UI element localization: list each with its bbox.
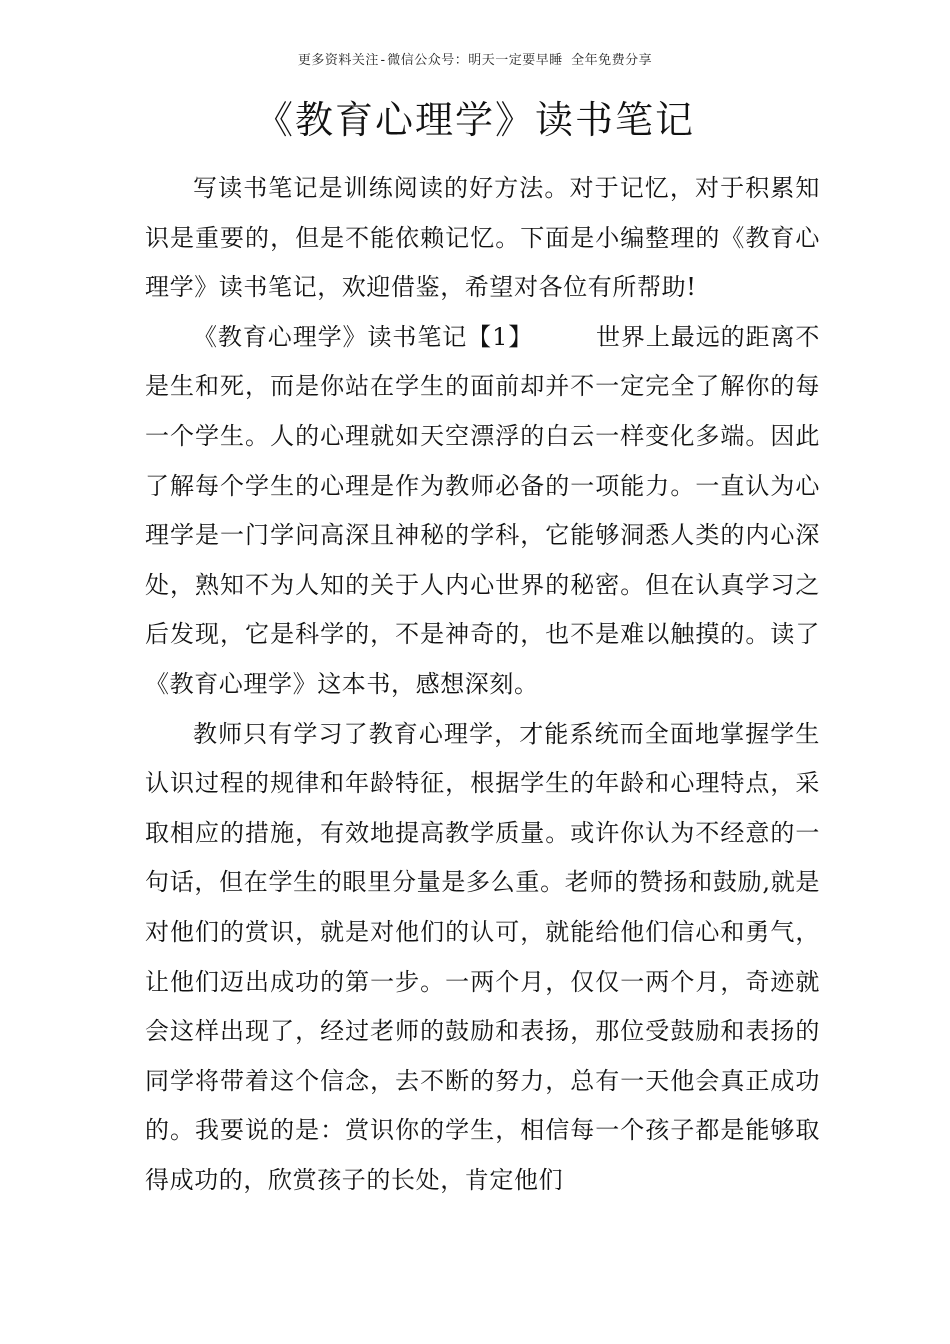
section1-heading: 《教育心理学》读书笔记【1】: [193, 322, 522, 351]
document-title: 《教育心理学》读书笔记: [254, 98, 695, 142]
intro-paragraph: 写读书笔记是训练阅读的好方法。对于记忆，对于积累知识是重要的，但是不能依赖记忆。下面是小编整理的《教育心理学》读书笔记，欢迎借鉴，希望对各位有所帮助!: [145, 174, 820, 302]
header-note: 更多资料关注-微信公众号：明天一定要早睡 全年免费分享: [297, 53, 653, 68]
section1-spacer: [521, 323, 596, 351]
section1-paragraph: [145, 313, 820, 710]
document-body: [145, 164, 820, 1205]
section1-text: 世界上最远的距离不是生和死，而是你站在学生的面前却并不一定完全了解你的每一个学生。人的心理就如天空漂浮的白云一样变化多端。因此了解每个学生的心理是作为教师必备的一项能力。一直认为心理学是一门学问高深且神秘的学科，它能够洞悉人类的内心深处，熟知不为人知的关于人内心世界的秘密。但在认真学习之后发现，它是科学的，不是神奇的，也不是难以触摸的。读了《教育心理学》这本书，感想深刻。: [145, 322, 820, 698]
body-paragraph-2: 教师只有学习了教育心理学，才能系统而全面地掌握学生认识过程的规律和年龄特征，根据学生的年龄和心理特点，采取相应的措施，有效地提高教学质量。或许你认为不经意的一句话，但在学生的眼里分量是多么重。老师的赞扬和鼓励,就是对他们的赏识，就是对他们的认可，就能给他们信心和勇气，让他们迈出成功的第一步。一两个月，仅仅一两个月，奇迹就会这样出现了，经过老师的鼓励和表扬，那位受鼓励和表扬的同学将带着这个信念，去不断的努力，总有一天他会真正成功的。我要说的是：赏识你的学生，相信每一个孩子都是能够取得成功的，欣赏孩子的长处，肯定他们: [145, 719, 820, 1194]
